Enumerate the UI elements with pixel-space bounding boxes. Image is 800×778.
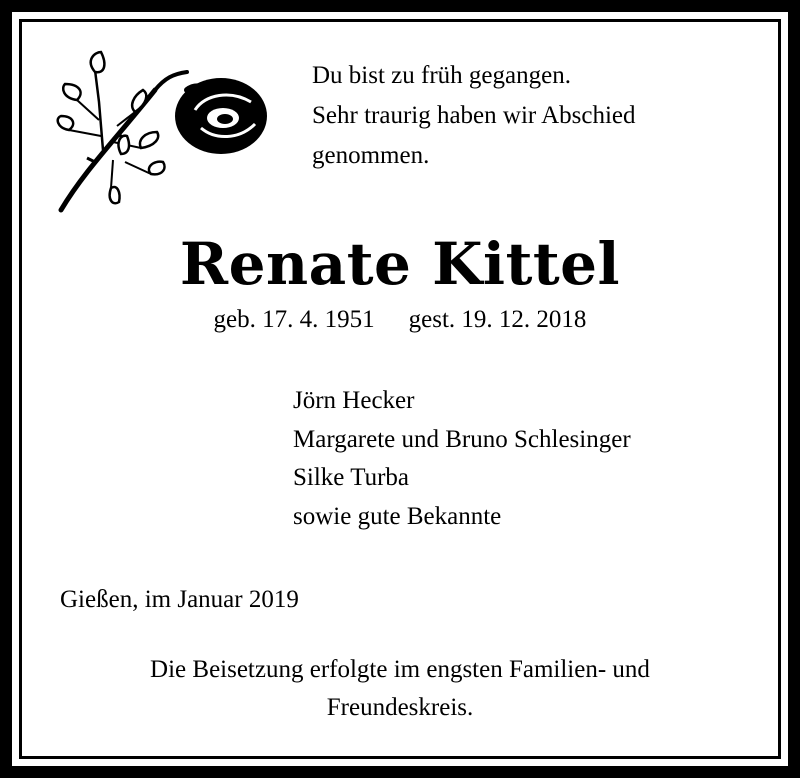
mourner-item: sowie gute Bekannte — [293, 502, 502, 530]
birth-date: geb. 17. 4. 1951 — [213, 306, 375, 333]
quote-line: genommen. — [312, 142, 430, 169]
mourner-item: Margarete und Bruno Schlesinger — [293, 425, 631, 453]
place-and-date: Gießen, im Januar 2019 — [60, 586, 299, 613]
rose-icon — [55, 50, 275, 220]
quote-line: Sehr traurig haben wir Abschied — [312, 102, 636, 129]
life-dates — [0, 302, 800, 338]
mourner-item: Silke Turba — [293, 464, 410, 491]
deceased-name: Renate Kittel — [179, 230, 621, 298]
quote-line: Du bist zu früh gegangen. — [312, 62, 571, 89]
mourners-list — [293, 382, 763, 536]
farewell-quote — [312, 56, 752, 176]
death-date: gest. 19. 12. 2018 — [408, 306, 587, 333]
burial-note — [0, 651, 800, 727]
burial-note-line: Die Beisetzung erfolgte im engsten Familien- und — [150, 656, 650, 683]
burial-note-line: Freundeskreis. — [326, 694, 474, 721]
mourner-item: Jörn Hecker — [293, 387, 415, 414]
